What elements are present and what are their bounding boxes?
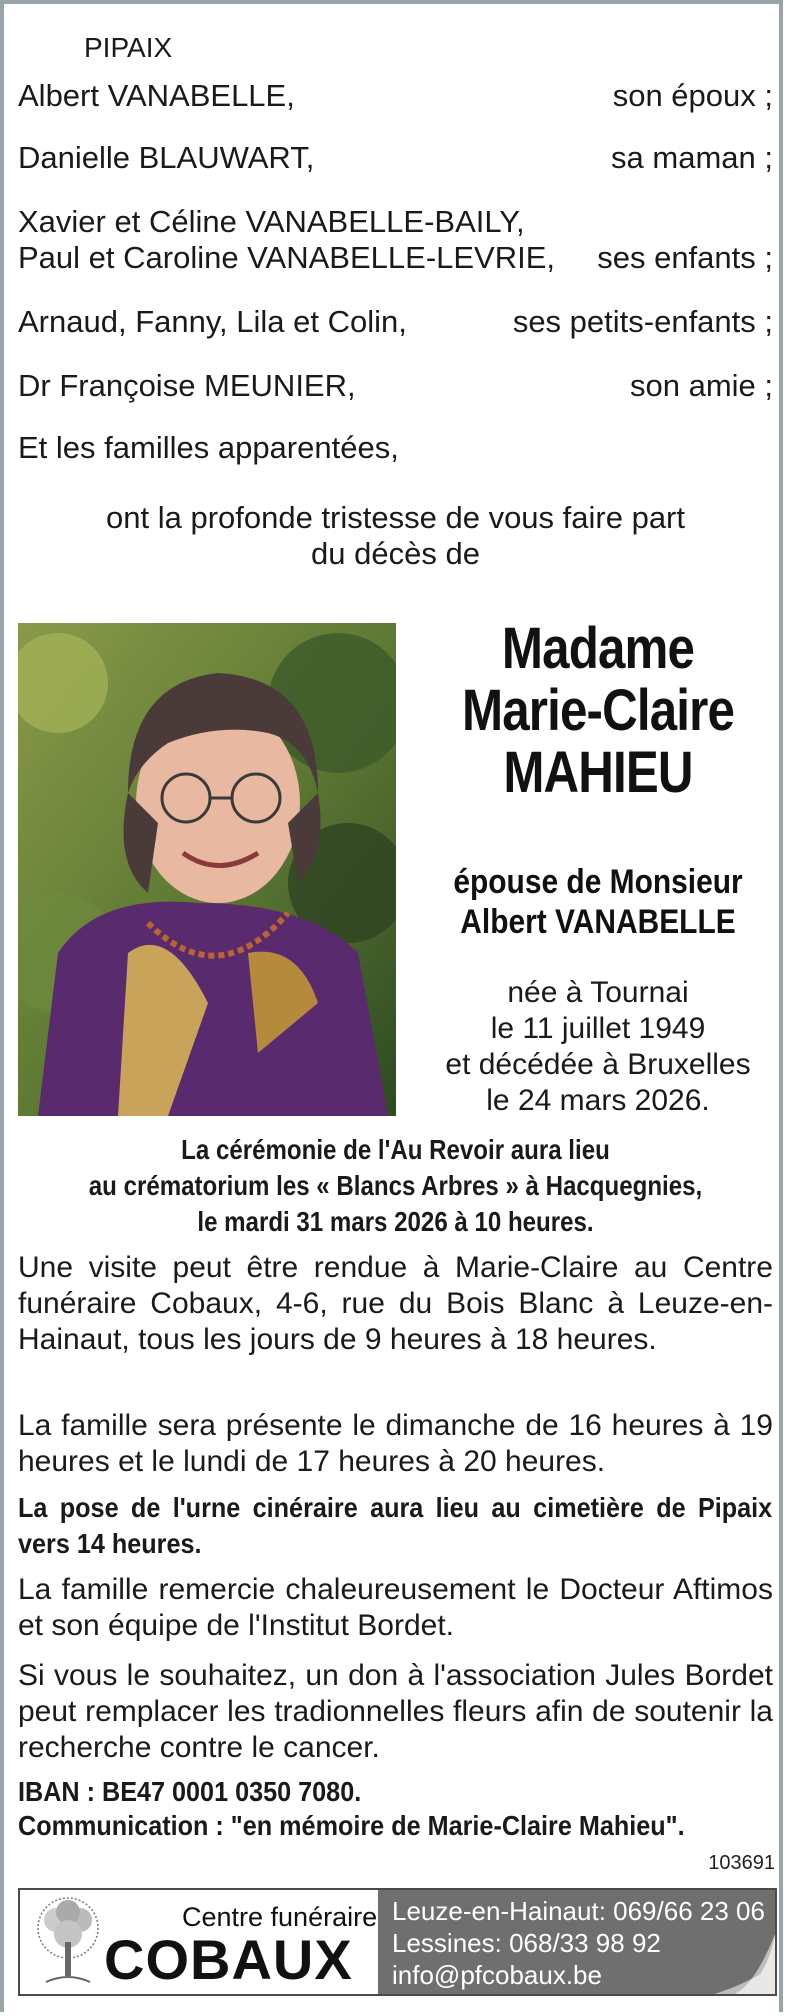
death-line: et décédée à Bruxelles: [445, 1048, 751, 1081]
family-name: Paul et Caroline VANABELLE-LEVRIE,: [18, 240, 556, 275]
spouse-line: Albert VANABELLE: [460, 903, 736, 941]
reference-number: 103691: [708, 1852, 775, 1874]
family-name: Albert VANABELLE,: [18, 78, 295, 113]
spouse-line: épouse de Monsieur: [453, 863, 743, 901]
funeral-home-logo-area: [20, 1890, 378, 1994]
family-relation: son amie ;: [629, 368, 773, 403]
location: PIPAIX: [84, 32, 173, 63]
tree-logo-icon: [26, 1894, 110, 1990]
birth-line: le 11 juillet 1949: [490, 1012, 706, 1045]
iban-line: IBAN : BE47 0001 0350 7080.: [18, 1776, 362, 1807]
ceremony-line: le mardi 31 mars 2026 à 10 heures.: [197, 1206, 594, 1237]
family-name: Xavier et Céline VANABELLE-BAILY,: [18, 204, 525, 239]
family-name: Dr Françoise MEUNIER,: [18, 368, 356, 403]
family-relation: ses enfants ;: [597, 240, 773, 275]
family-name: Danielle BLAUWART,: [18, 140, 315, 175]
portrait-image: [18, 623, 396, 1116]
ceremony-line: La cérémonie de l'Au Revoir aura lieu: [181, 1134, 610, 1165]
funeral-home-brand: COBAUX: [104, 1928, 353, 1991]
deceased-photo: [18, 623, 396, 1116]
announce-line: du décès de: [311, 536, 480, 571]
donation-paragraph: Si vous le souhaitez, un don à l'association Jules Bordet peut remplacer les tradionnelles fleurs afin de soutenir la recherche contre le cancer.: [18, 1659, 773, 1764]
funeral-home-banner: [18, 1888, 777, 1996]
family-relation: son époux ;: [612, 78, 773, 113]
deceased-last-name: MAHIEU: [503, 740, 693, 805]
announce-line: ont la profonde tristesse de vous faire part: [106, 500, 685, 535]
family-name: Arnaud, Fanny, Lila et Colin,: [18, 304, 407, 339]
deceased-first-name: Marie-Claire: [461, 678, 735, 743]
families-text: Et les familles apparentées,: [18, 430, 399, 465]
communication-line: Communication : "en mémoire de Marie-Claire Mahieu".: [18, 1810, 685, 1841]
contact-phone-leuze: Leuze-en-Hainaut: 069/66 23 06: [392, 1896, 765, 1926]
page-curl-icon: [715, 1934, 775, 1994]
contact-email[interactable]: info@pfcobaux.be: [392, 1960, 602, 1990]
funeral-home-label: Centre funéraire: [182, 1902, 378, 1932]
birth-line: née à Tournai: [507, 976, 689, 1009]
presence-paragraph: La famille sera présente le dimanche de 16 heures à 19 heures et le lundi de 17 heures à 20 heures.: [18, 1409, 773, 1478]
deceased-title: Madame: [501, 616, 695, 681]
visit-paragraph: Une visite peut être rendue à Marie-Claire au Centre funéraire Cobaux, 4-6, rue du Bois Blanc à Leuze-en-Hainaut, tous les jours de 9 heures à 18 heures.: [18, 1251, 773, 1356]
contact-phone-lessines: Lessines: 068/33 98 92: [392, 1928, 661, 1958]
thanks-paragraph: La famille remercie chaleureusement le Docteur Aftimos et son équipe de l'Institut Bordet.: [18, 1573, 773, 1642]
contact-box: [378, 1890, 775, 1994]
ceremony-line: au crématorium les « Blancs Arbres » à Hacquegnies,: [88, 1170, 703, 1201]
family-relation: ses petits-enfants ;: [512, 304, 773, 339]
urn-paragraph: La pose de l'urne cinéraire aura lieu au cimetière de Pipaix vers 14 heures.: [18, 1492, 773, 1559]
death-line: le 24 mars 2026.: [486, 1084, 710, 1117]
family-relation: sa maman ;: [611, 140, 773, 175]
